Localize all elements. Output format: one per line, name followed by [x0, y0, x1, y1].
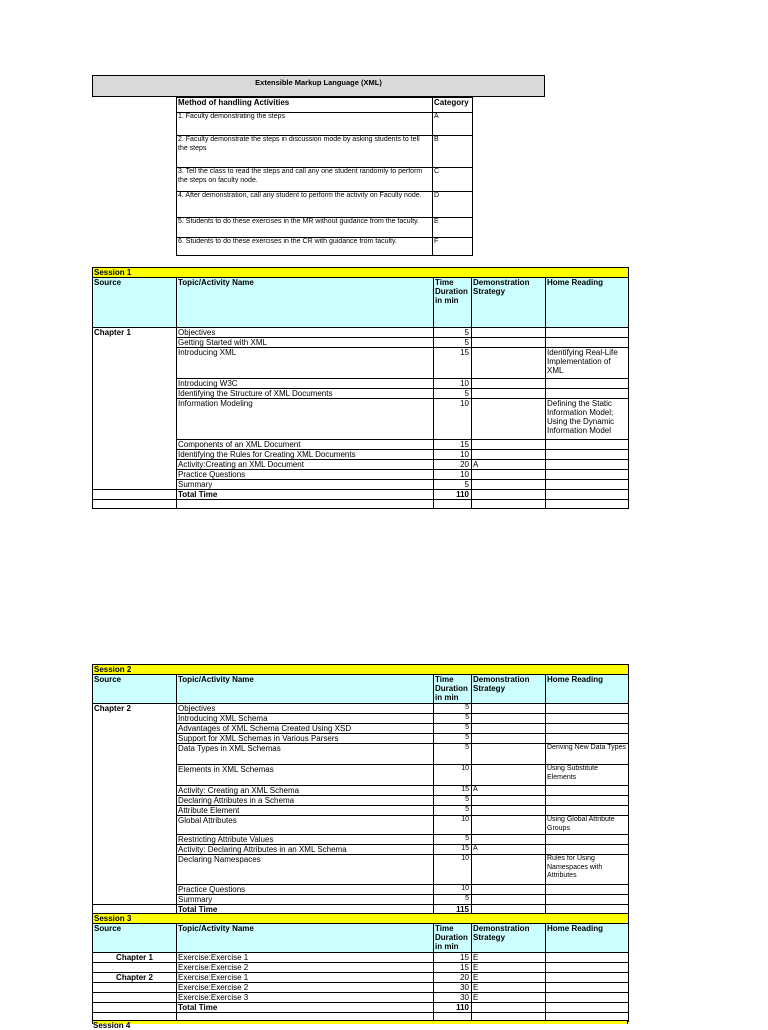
time: 5 [434, 714, 472, 724]
topic: Summary [177, 480, 434, 490]
topic: Exercise:Exercise 3 [177, 993, 434, 1003]
time: 5 [434, 704, 472, 714]
col-topic: Topic/Activity Name [177, 278, 434, 328]
topic: Introducing XML Schema [177, 714, 434, 724]
category-header: Category [433, 98, 473, 113]
topic: Support for XML Schemas in Various Parsers [177, 734, 434, 744]
strategy [472, 744, 546, 765]
reading [546, 796, 629, 806]
topic: Activity: Creating an XML Schema [177, 786, 434, 796]
time: 5 [434, 338, 472, 348]
time: 5 [434, 796, 472, 806]
reading [546, 440, 629, 450]
topic: Activity:Creating an XML Document [177, 460, 434, 470]
chapter-label [93, 963, 177, 973]
method-category: F [433, 238, 473, 256]
strategy [472, 816, 546, 835]
strategy: E [472, 983, 546, 993]
topic: Declaring Attributes in a Schema [177, 796, 434, 806]
strategy: A [472, 786, 546, 796]
strategy: E [472, 953, 546, 963]
topic: Exercise:Exercise 1 [177, 973, 434, 983]
method-category: A [433, 113, 473, 136]
reading [546, 338, 629, 348]
total-time: 110 [434, 490, 472, 500]
reading: Defining the Static Information Model; Using the Dynamic Information Model [546, 399, 629, 440]
reading [546, 835, 629, 845]
topic: Global Attributes [177, 816, 434, 835]
time: 30 [434, 983, 472, 993]
strategy [472, 855, 546, 885]
chapter-label [93, 983, 177, 993]
col-source: Source [93, 675, 177, 704]
time: 20 [434, 460, 472, 470]
chapter-label: Chapter 2 [93, 704, 177, 905]
reading [546, 704, 629, 714]
reading: Identifying Real-Life Implementation of XML [546, 348, 629, 379]
strategy [472, 338, 546, 348]
topic: Introducing XML [177, 348, 434, 379]
time: 5 [434, 328, 472, 338]
topic: Identifying the Rules for Creating XML Documents [177, 450, 434, 460]
chapter-label: Chapter 1 [93, 328, 177, 490]
total-label: Total Time [177, 905, 434, 915]
reading [546, 845, 629, 855]
chapter-label [93, 993, 177, 1003]
document-title: Extensible Markup Language (XML) [92, 75, 545, 97]
method-row: 4. After demonstration, call any student to perform the activity on Faculty node. [177, 192, 433, 218]
reading [546, 885, 629, 895]
method-category: B [433, 136, 473, 168]
col-reading: Home Reading [546, 675, 629, 704]
topic: Elements in XML Schemas [177, 765, 434, 786]
total-time: 110 [434, 1003, 472, 1013]
time: 10 [434, 816, 472, 835]
strategy [472, 714, 546, 724]
time: 10 [434, 855, 472, 885]
chapter-label: Chapter 1 [93, 953, 177, 963]
reading: Using Global Attribute Groups [546, 816, 629, 835]
session-4-label: Session 4 [92, 1020, 628, 1024]
time: 20 [434, 973, 472, 983]
col-topic: Topic/Activity Name [177, 675, 434, 704]
total-time: 115 [434, 905, 472, 915]
topic: Attribute Element [177, 806, 434, 816]
time: 15 [434, 786, 472, 796]
time: 10 [434, 765, 472, 786]
method-category: E [433, 218, 473, 238]
time: 5 [434, 744, 472, 765]
total-label: Total Time [177, 490, 434, 500]
method-row: 2. Faculty demonstrate the steps in discussion mode by asking students to tell the steps [177, 136, 433, 168]
method-row: 1. Faculty demonstrating the steps [177, 113, 433, 136]
topic: Advantages of XML Schema Created Using XSD [177, 724, 434, 734]
topic: Components of an XML Document [177, 440, 434, 450]
topic: Exercise:Exercise 2 [177, 963, 434, 973]
method-row: 5. Students to do these exercises in the MR without guidance from the faculty. [177, 218, 433, 238]
reading: Rules for Using Namespaces with Attributes [546, 855, 629, 885]
strategy [472, 399, 546, 440]
col-topic: Topic/Activity Name [177, 924, 434, 953]
session-1-table [92, 267, 629, 509]
strategy [472, 796, 546, 806]
reading [546, 379, 629, 389]
strategy: E [472, 993, 546, 1003]
strategy [472, 835, 546, 845]
topic: Summary [177, 895, 434, 905]
col-reading: Home Reading [546, 278, 629, 328]
methods-header: Method of handling Activities [177, 98, 433, 113]
time: 15 [434, 953, 472, 963]
col-time: Time Duration in min [434, 278, 472, 328]
strategy [472, 885, 546, 895]
time: 5 [434, 835, 472, 845]
reading [546, 470, 629, 480]
col-time: Time Duration in min [434, 924, 472, 953]
time: 5 [434, 389, 472, 399]
col-strategy: Demonstration Strategy [472, 924, 546, 953]
time: 10 [434, 885, 472, 895]
time: 5 [434, 806, 472, 816]
topic: Practice Questions [177, 470, 434, 480]
strategy [472, 389, 546, 399]
reading [546, 714, 629, 724]
reading [546, 724, 629, 734]
reading [546, 734, 629, 744]
strategy [472, 379, 546, 389]
time: 15 [434, 963, 472, 973]
method-row: 6. Students to do these exercises in the CR with guidance from faculty. [177, 238, 433, 256]
strategy [472, 734, 546, 744]
col-source: Source [93, 924, 177, 953]
chapter-label: Chapter 2 [93, 973, 177, 983]
session-3-table [92, 913, 629, 1022]
session-label: Session 2 [93, 665, 629, 675]
strategy [472, 704, 546, 714]
time: 5 [434, 724, 472, 734]
strategy [472, 328, 546, 338]
topic: Data Types in XML Schemas [177, 744, 434, 765]
reading [546, 806, 629, 816]
col-source: Source [93, 278, 177, 328]
reading [546, 389, 629, 399]
reading [546, 460, 629, 470]
col-time: Time Duration in min [434, 675, 472, 704]
strategy [472, 724, 546, 734]
session-label: Session 1 [93, 268, 629, 278]
topic: Practice Questions [177, 885, 434, 895]
col-strategy: Demonstration Strategy [472, 278, 546, 328]
reading: Deriving New Data Types [546, 744, 629, 765]
session-label: Session 3 [93, 914, 629, 924]
reading [546, 786, 629, 796]
col-strategy: Demonstration Strategy [472, 675, 546, 704]
topic: Identifying the Structure of XML Documents [177, 389, 434, 399]
topic: Information Modeling [177, 399, 434, 440]
topic: Introducing W3C [177, 379, 434, 389]
topic: Declaring Namespaces [177, 855, 434, 885]
strategy [472, 470, 546, 480]
strategy [472, 480, 546, 490]
strategy [472, 765, 546, 786]
method-row: 3. Tell the class to read the steps and call any one student randomly to perform the steps on faculty node. [177, 168, 433, 192]
methods-table [176, 97, 473, 256]
topic: Restricting Attribute Values [177, 835, 434, 845]
strategy: A [472, 845, 546, 855]
time: 15 [434, 440, 472, 450]
topic: Activity: Declaring Attributes in an XML Schema [177, 845, 434, 855]
total-label: Total Time [177, 1003, 434, 1013]
strategy [472, 895, 546, 905]
reading [546, 450, 629, 460]
time: 5 [434, 734, 472, 744]
strategy: E [472, 963, 546, 973]
strategy [472, 450, 546, 460]
strategy: A [472, 460, 546, 470]
time: 10 [434, 379, 472, 389]
method-category: D [433, 192, 473, 218]
strategy [472, 348, 546, 379]
reading: Using Substitute Elements [546, 765, 629, 786]
method-category: C [433, 168, 473, 192]
strategy [472, 806, 546, 816]
time: 15 [434, 348, 472, 379]
time: 5 [434, 480, 472, 490]
topic: Objectives [177, 704, 434, 714]
strategy [472, 440, 546, 450]
col-reading: Home Reading [546, 924, 629, 953]
reading [546, 895, 629, 905]
time: 10 [434, 450, 472, 460]
time: 5 [434, 895, 472, 905]
session-2-table [92, 664, 629, 924]
time: 10 [434, 399, 472, 440]
topic: Objectives [177, 328, 434, 338]
topic: Exercise:Exercise 1 [177, 953, 434, 963]
reading [546, 328, 629, 338]
topic: Getting Started with XML [177, 338, 434, 348]
time: 15 [434, 845, 472, 855]
time: 30 [434, 993, 472, 1003]
topic: Exercise:Exercise 2 [177, 983, 434, 993]
reading [546, 480, 629, 490]
time: 10 [434, 470, 472, 480]
strategy: E [472, 973, 546, 983]
